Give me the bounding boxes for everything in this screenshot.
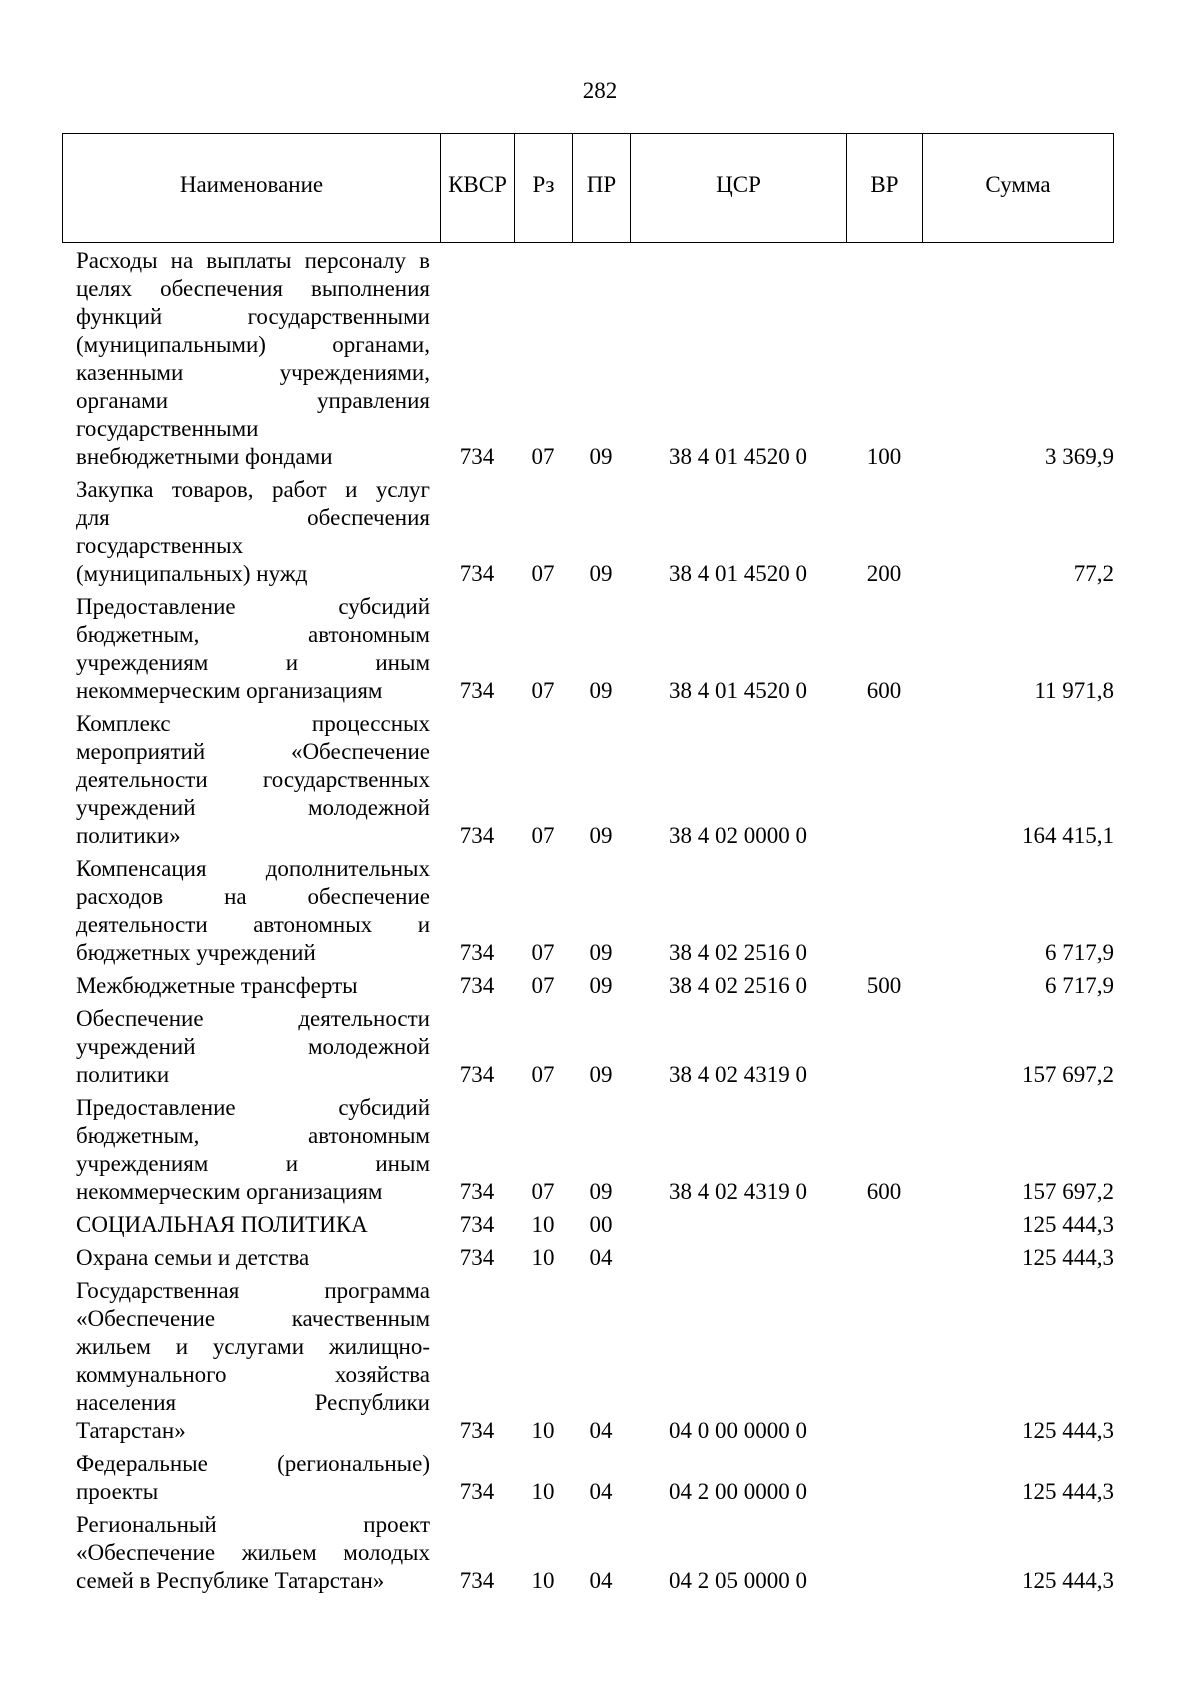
row-kvsr: 734 (459, 823, 495, 848)
row-vr: 100 (866, 444, 902, 469)
row-kvsr: 734 (459, 1245, 495, 1270)
row-name-line: Закупка товаров, работ и услуг (76, 477, 430, 502)
row-kvsr: 734 (459, 1418, 495, 1443)
row-name-line: функций государственными (76, 304, 430, 329)
row-pr: 04 (589, 1479, 613, 1504)
row-csr: 38 4 02 4319 0 (669, 1179, 807, 1204)
row-name-line: СОЦИАЛЬНАЯ ПОЛИТИКА (76, 1212, 368, 1237)
row-name-line: Татарстан» (76, 1418, 186, 1443)
row-sum: 6 717,9 (1045, 973, 1114, 998)
row-name-line: бюджетным, автономным (76, 622, 430, 647)
row-name-line: государственными (76, 416, 259, 441)
row-csr: 04 2 05 0000 0 (669, 1568, 807, 1593)
row-name-line: Компенсация дополнительных (76, 856, 430, 881)
row-name-line: Региональный проект (76, 1512, 430, 1537)
row-name-line: внебюджетными фондами (76, 444, 333, 469)
row-name-line: семей в Республике Татарстан» (76, 1568, 385, 1593)
row-pr: 09 (589, 561, 613, 586)
row-sum: 77,2 (1073, 561, 1114, 586)
row-name-line: Комплекс процессных (76, 711, 430, 736)
row-vr: 200 (866, 561, 902, 586)
header-sum: Сумма (985, 172, 1051, 197)
row-sum: 11 971,8 (1034, 678, 1114, 703)
row-kvsr: 734 (459, 561, 495, 586)
row-name-line: Государственная программа (76, 1278, 430, 1303)
row-name (76, 1450, 430, 1506)
row-rz: 07 (531, 444, 555, 469)
row-name-line: расходов на обеспечение (76, 884, 430, 909)
page-number: 282 (582, 78, 618, 103)
row-vr: 500 (866, 973, 902, 998)
header-csr: ЦСР (631, 134, 847, 242)
row-sum: 6 717,9 (1045, 940, 1114, 965)
row-name-line: казенными учреждениями, (76, 360, 430, 385)
row-name-line: учреждениям и иным (76, 650, 430, 675)
row-kvsr: 734 (459, 1062, 495, 1087)
row-name-line: Предоставление субсидий (76, 594, 430, 619)
row-csr: 38 4 02 2516 0 (669, 973, 807, 998)
row-rz: 07 (531, 940, 555, 965)
row-rz: 07 (531, 1179, 555, 1204)
row-name-line: политики (76, 1062, 170, 1087)
row-name-line: деятельности государственных (76, 767, 430, 792)
row-name-line: деятельности автономных и (76, 912, 430, 937)
row-name (76, 1094, 430, 1206)
row-name (76, 972, 430, 1000)
row-name-line: Охрана семьи и детства (76, 1245, 310, 1270)
row-kvsr: 734 (459, 1479, 495, 1504)
row-sum: 3 369,9 (1045, 444, 1114, 469)
row-name (76, 247, 430, 471)
row-name-line: целях обеспечения выполнения (76, 276, 430, 301)
row-rz: 10 (531, 1418, 555, 1443)
row-pr: 04 (589, 1245, 613, 1270)
row-csr: 38 4 02 2516 0 (669, 940, 807, 965)
row-kvsr: 734 (459, 940, 495, 965)
row-sum: 157 697,2 (1022, 1062, 1114, 1087)
row-sum: 164 415,1 (1022, 823, 1114, 848)
header-vr: ВР (847, 134, 923, 242)
header-name: Наименование (63, 134, 441, 242)
row-name-line: учреждений молодежной (76, 1034, 430, 1059)
row-vr: 600 (866, 678, 902, 703)
row-rz: 10 (531, 1568, 555, 1593)
row-sum: 125 444,3 (1022, 1212, 1114, 1237)
row-kvsr: 734 (459, 678, 495, 703)
header-pr: ПР (573, 134, 631, 242)
row-name-line: Обеспечение деятельности (76, 1006, 430, 1031)
row-sum: 125 444,3 (1022, 1418, 1114, 1443)
row-pr: 09 (589, 678, 613, 703)
row-name-line: (муниципальных) нужд (76, 561, 308, 586)
row-pr: 09 (589, 444, 613, 469)
row-name (76, 593, 430, 705)
row-rz: 07 (531, 678, 555, 703)
header-rz: Рз (515, 134, 573, 242)
row-csr: 38 4 01 4520 0 (669, 444, 807, 469)
row-rz: 10 (531, 1212, 555, 1237)
row-csr: 04 0 00 0000 0 (669, 1418, 807, 1443)
row-name-line: бюджетных учреждений (76, 940, 316, 965)
row-name-line: мероприятий «Обеспечение (76, 739, 430, 764)
row-rz: 10 (531, 1245, 555, 1270)
row-rz: 07 (531, 1062, 555, 1087)
row-pr: 04 (589, 1568, 613, 1593)
row-name-line: бюджетным, автономным (76, 1123, 430, 1148)
row-kvsr: 734 (459, 973, 495, 998)
row-name-line: некоммерческим организациям (76, 678, 383, 703)
row-sum: 157 697,2 (1022, 1179, 1114, 1204)
row-kvsr: 734 (459, 1212, 495, 1237)
row-rz: 10 (531, 1479, 555, 1504)
row-name-line: «Обеспечение жильем молодых (76, 1540, 430, 1565)
header-kvsr: КВСР (441, 134, 515, 242)
row-name-line: Федеральные (региональные) (76, 1451, 430, 1476)
row-name-line: жильем и услугами жилищно- (76, 1334, 430, 1359)
row-pr: 00 (589, 1212, 613, 1237)
row-name-line: учреждениям и иным (76, 1151, 430, 1176)
row-pr: 09 (589, 1062, 613, 1087)
row-name (76, 1277, 430, 1445)
row-name-line: Расходы на выплаты персоналу в (76, 248, 430, 273)
row-kvsr: 734 (459, 1179, 495, 1204)
row-name (76, 1244, 430, 1272)
row-name-line: государственных (76, 533, 244, 558)
row-name (76, 1511, 430, 1595)
row-name-line: Межбюджетные трансферты (76, 973, 358, 998)
row-name (76, 1211, 430, 1239)
row-name-line: проекты (76, 1479, 159, 1504)
row-pr: 09 (589, 1179, 613, 1204)
row-name (76, 855, 430, 967)
row-name-line: (муниципальными) органами, (76, 332, 430, 357)
table-header (62, 133, 1114, 243)
row-csr: 38 4 01 4520 0 (669, 561, 807, 586)
row-name-line: органами управления (76, 388, 430, 413)
row-sum: 125 444,3 (1022, 1479, 1114, 1504)
row-name-line: «Обеспечение качественным (76, 1306, 430, 1331)
row-name (76, 1005, 430, 1089)
row-kvsr: 734 (459, 1568, 495, 1593)
row-csr: 38 4 02 4319 0 (669, 1062, 807, 1087)
row-name-line: Предоставление субсидий (76, 1095, 430, 1120)
row-pr: 04 (589, 1418, 613, 1443)
row-pr: 09 (589, 823, 613, 848)
row-pr: 09 (589, 973, 613, 998)
row-rz: 07 (531, 973, 555, 998)
row-csr: 38 4 02 0000 0 (669, 823, 807, 848)
row-name-line: коммунального хозяйства (76, 1362, 430, 1387)
row-csr: 04 2 00 0000 0 (669, 1479, 807, 1504)
row-pr: 09 (589, 940, 613, 965)
row-rz: 07 (531, 561, 555, 586)
row-sum: 125 444,3 (1022, 1568, 1114, 1593)
row-vr: 600 (866, 1179, 902, 1204)
row-name (76, 710, 430, 850)
row-rz: 07 (531, 823, 555, 848)
row-sum: 125 444,3 (1022, 1245, 1114, 1270)
row-name (76, 476, 430, 588)
row-name-line: политики» (76, 823, 181, 848)
row-name-line: некоммерческим организациям (76, 1179, 383, 1204)
row-name-line: учреждений молодежной (76, 795, 430, 820)
row-csr: 38 4 01 4520 0 (669, 678, 807, 703)
row-name-line: для обеспечения (76, 505, 430, 530)
row-name-line: населения Республики (76, 1390, 430, 1415)
row-kvsr: 734 (459, 444, 495, 469)
